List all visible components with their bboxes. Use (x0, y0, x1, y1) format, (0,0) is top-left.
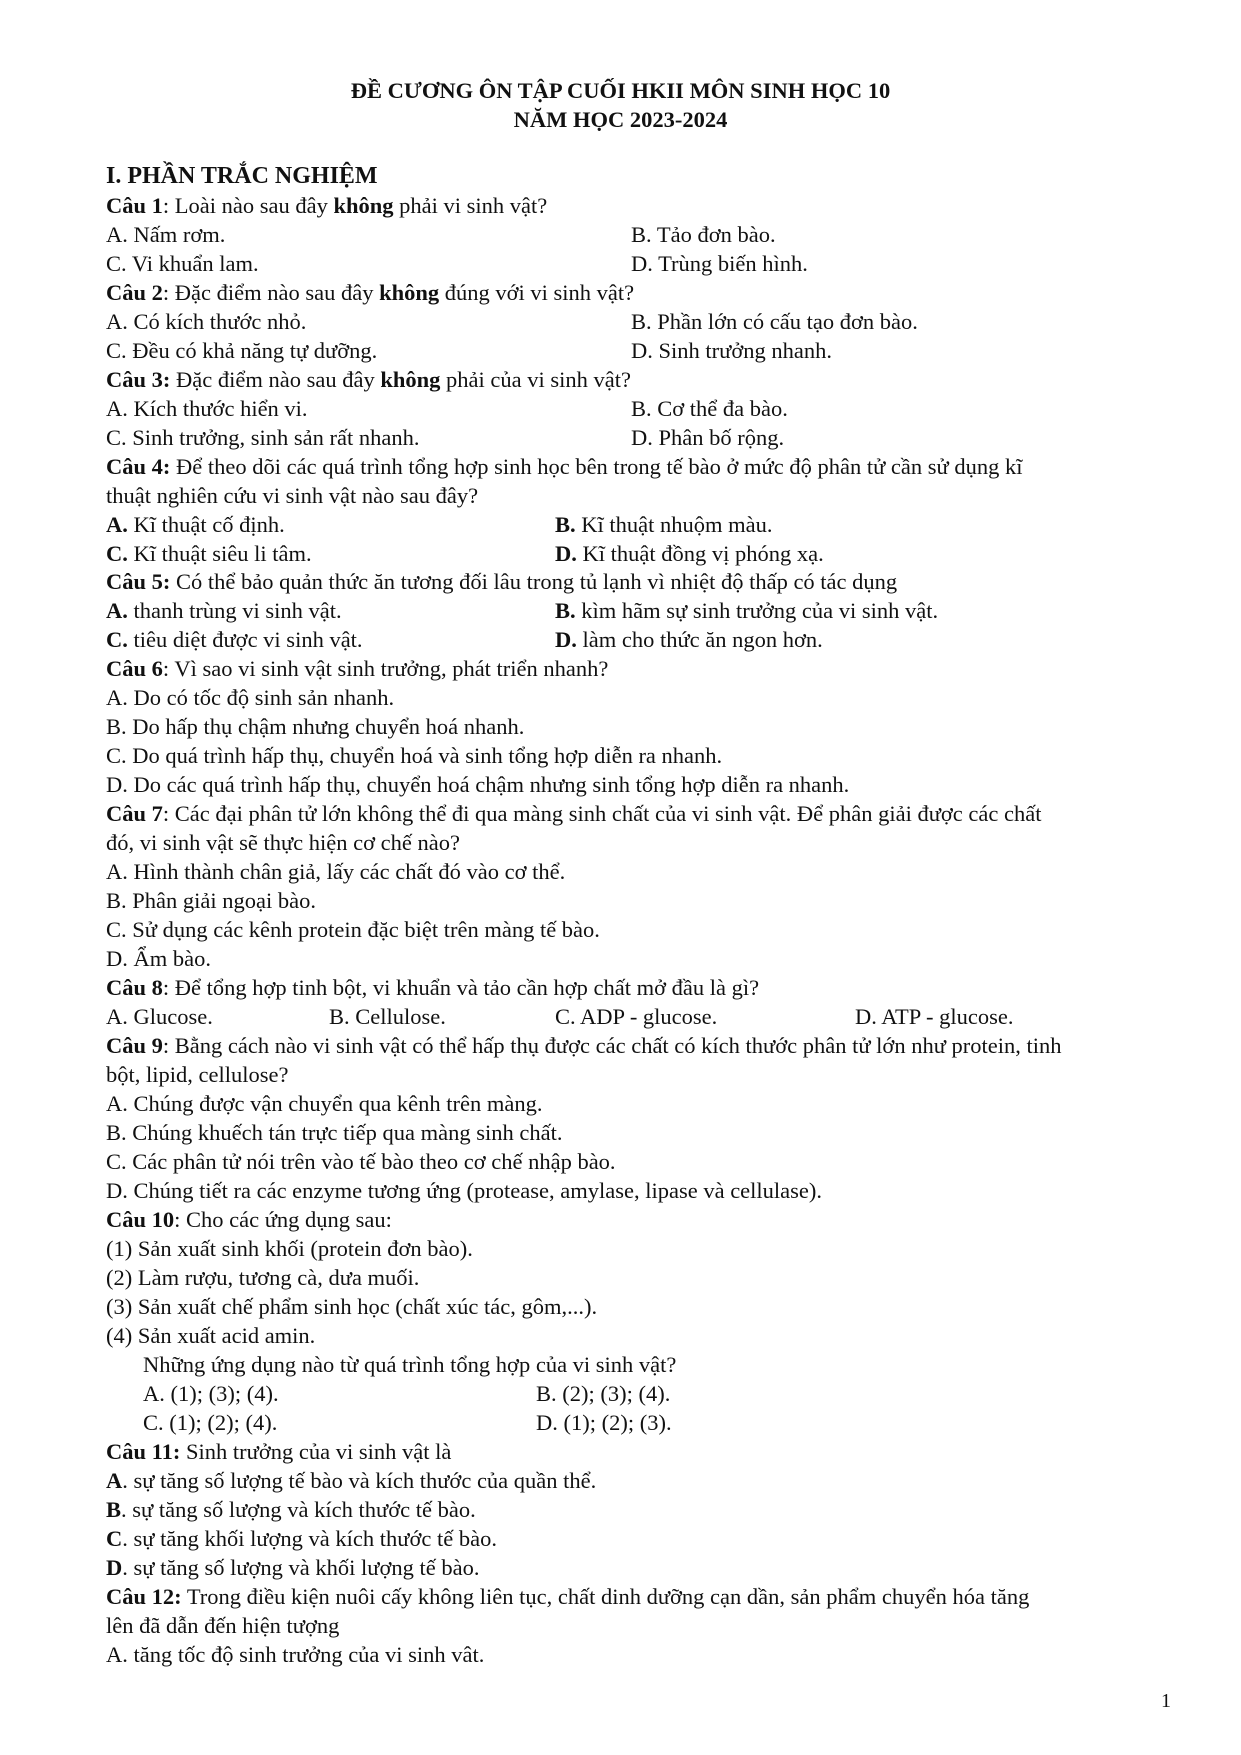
q9-option-a: A. Chúng được vận chuyển qua kênh trên màng. (106, 1091, 543, 1116)
q5-option-a: A. thanh trùng vi sinh vật. (106, 598, 342, 623)
q10-item-3: (3) Sản xuất chế phẩm sinh học (chất xúc tác, gôm,...). (106, 1294, 598, 1319)
q11-option-c: C. sự tăng khối lượng và kích thước tế bào. (106, 1526, 497, 1551)
q10-item-2: (2) Làm rượu, tương cà, dưa muối. (106, 1265, 420, 1290)
page-number: 1 (1161, 1690, 1171, 1712)
q10-option-d: D. (1); (2); (3). (536, 1410, 672, 1435)
section-title: I. PHẦN TRẮC NGHIỆM (106, 163, 378, 189)
question-1: Câu 1: Loài nào sau đây không phải vi sinh vật? (106, 193, 548, 218)
q10-option-b: B. (2); (3); (4). (536, 1381, 671, 1406)
question-12-line2: lên đã dẫn đến hiện tượng (106, 1613, 340, 1638)
q3-option-d: D. Phân bố rộng. (631, 425, 785, 450)
q6-option-d: D. Do các quá trình hấp thụ, chuyển hoá chậm nhưng sinh tổng hợp diễn ra nhanh. (106, 772, 850, 797)
q10-item-4: (4) Sản xuất acid amin. (106, 1323, 316, 1348)
q8-option-c: C. ADP - glucose. (555, 1004, 718, 1029)
q7-option-c: C. Sử dụng các kênh protein đặc biệt trên màng tế bào. (106, 917, 600, 942)
q1-option-b: B. Tảo đơn bào. (631, 222, 776, 247)
q5-option-d: D. làm cho thức ăn ngon hơn. (555, 627, 823, 652)
question-7: Câu 7: Các đại phân tử lớn không thể đi qua màng sinh chất của vi sinh vật. Để phân giải được các chất (106, 801, 1042, 826)
q6-option-b: B. Do hấp thụ chậm nhưng chuyển hoá nhanh. (106, 714, 525, 739)
document-title: ĐỀ CƯƠNG ÔN TẬP CUỐI HKII MÔN SINH HỌC 10 (350, 78, 891, 103)
q10-question: Những ứng dụng nào từ quá trình tổng hợp của vi sinh vật? (143, 1352, 677, 1377)
q10-option-a: A. (1); (3); (4). (143, 1381, 279, 1406)
q2-option-d: D. Sinh trưởng nhanh. (631, 338, 832, 363)
q4-option-a: A. Kĩ thuật cố định. (106, 512, 285, 537)
q10-option-c: C. (1); (2); (4). (143, 1410, 278, 1435)
q4-option-c: C. Kĩ thuật siêu li tâm. (106, 541, 312, 566)
q3-option-b: B. Cơ thể đa bào. (631, 396, 788, 421)
q9-option-b: B. Chúng khuếch tán trực tiếp qua màng sinh chất. (106, 1120, 563, 1145)
q1-option-d: D. Trùng biến hình. (631, 251, 808, 276)
question-5: Câu 5: Có thể bảo quản thức ăn tương đối lâu trong tủ lạnh vì nhiệt độ thấp có tác dụng (106, 569, 898, 594)
q7-option-d: D. Ẩm bào. (106, 946, 211, 971)
q12-option-a: A. tăng tốc độ sinh trưởng của vi sinh vât. (106, 1642, 485, 1667)
q8-option-a: A. Glucose. (106, 1004, 213, 1029)
question-9-line2: bột, lipid, cellulose? (106, 1062, 289, 1087)
q9-option-d: D. Chúng tiết ra các enzyme tương ứng (protease, amylase, lipase và cellulase). (106, 1178, 823, 1203)
q10-item-1: (1) Sản xuất sinh khối (protein đơn bào). (106, 1236, 473, 1261)
question-7-line2: đó, vi sinh vật sẽ thực hiện cơ chế nào? (106, 830, 460, 855)
q4-option-d: D. Kĩ thuật đồng vị phóng xạ. (555, 541, 824, 566)
q7-option-b: B. Phân giải ngoại bào. (106, 888, 316, 913)
school-year: NĂM HỌC 2023-2024 (513, 107, 728, 132)
q8-option-b: B. Cellulose. (329, 1004, 446, 1029)
question-12: Câu 12: Trong điều kiện nuôi cấy không liên tục, chất dinh dưỡng cạn dần, sản phẩm chuyển hóa tăng (106, 1584, 1030, 1609)
q5-option-c: C. tiêu diệt được vi sinh vật. (106, 627, 363, 652)
question-9: Câu 9: Bằng cách nào vi sinh vật có thể hấp thụ được các chất có kích thước phân tử lớn như protein, tinh (106, 1033, 1062, 1058)
q1-option-c: C. Vi khuẩn lam. (106, 251, 259, 276)
q3-option-c: C. Sinh trưởng, sinh sản rất nhanh. (106, 425, 420, 450)
question-6: Câu 6: Vì sao vi sinh vật sinh trưởng, phát triển nhanh? (106, 656, 609, 681)
q2-option-b: B. Phần lớn có cấu tạo đơn bào. (631, 309, 918, 334)
q11-option-a: A. sự tăng số lượng tế bào và kích thước của quần thể. (106, 1468, 597, 1493)
question-4: Câu 4: Để theo dõi các quá trình tổng hợp sinh học bên trong tế bào ở mức độ phân tử cần sử dụng kĩ (106, 454, 1023, 479)
q4-option-b: B. Kĩ thuật nhuộm màu. (555, 512, 773, 537)
q5-option-b: B. kìm hãm sự sinh trưởng của vi sinh vật. (555, 598, 939, 623)
q2-option-a: A. Có kích thước nhỏ. (106, 309, 307, 334)
q6-option-c: C. Do quá trình hấp thụ, chuyển hoá và sinh tổng hợp diễn ra nhanh. (106, 743, 723, 768)
q3-option-a: A. Kích thước hiển vi. (106, 396, 308, 421)
q11-option-b: B. sự tăng số lượng và kích thước tế bào. (106, 1497, 476, 1522)
q6-option-a: A. Do có tốc độ sinh sản nhanh. (106, 685, 395, 710)
question-8: Câu 8: Để tổng hợp tinh bột, vi khuẩn và tảo cần hợp chất mở đầu là gì? (106, 975, 760, 1000)
question-11: Câu 11: Sinh trưởng của vi sinh vật là (106, 1439, 452, 1464)
q8-option-d: D. ATP - glucose. (855, 1004, 1014, 1029)
q11-option-d: D. sự tăng số lượng và khối lượng tế bào. (106, 1555, 480, 1580)
question-10: Câu 10: Cho các ứng dụng sau: (106, 1207, 392, 1232)
question-2: Câu 2: Đặc điểm nào sau đây không đúng với vi sinh vật? (106, 280, 635, 305)
q9-option-c: C. Các phân tử nói trên vào tế bào theo cơ chế nhập bào. (106, 1149, 616, 1174)
question-3: Câu 3: Đặc điểm nào sau đây không phải của vi sinh vật? (106, 367, 631, 392)
question-4-line2: thuật nghiên cứu vi sinh vật nào sau đây? (106, 483, 479, 508)
q1-option-a: A. Nấm rơm. (106, 222, 226, 247)
q2-option-c: C. Đều có khả năng tự dưỡng. (106, 338, 378, 363)
q7-option-a: A. Hình thành chân giả, lấy các chất đó vào cơ thể. (106, 859, 566, 884)
